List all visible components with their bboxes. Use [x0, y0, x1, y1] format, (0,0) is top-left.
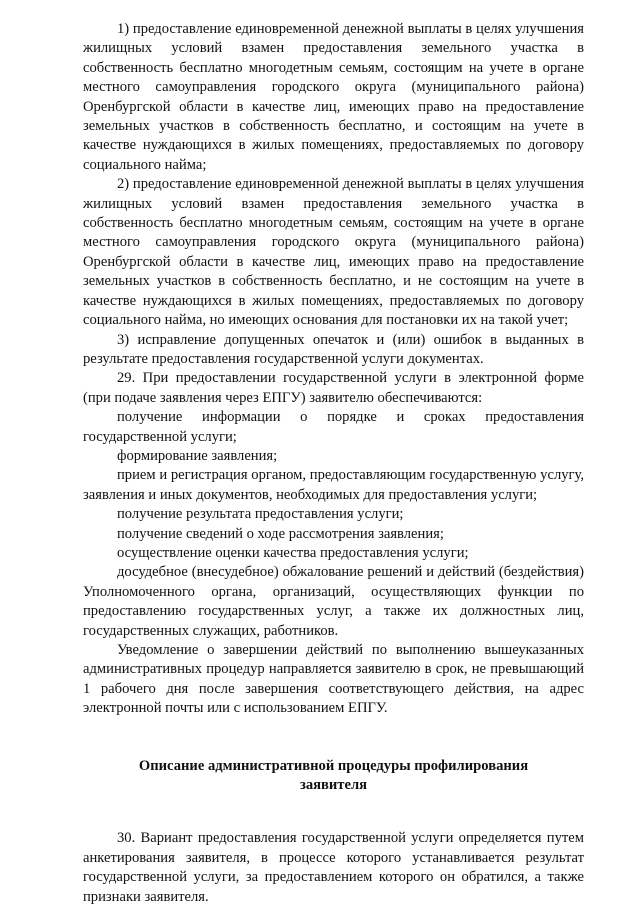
list-item-quality: осуществление оценки качества предоставления услуги; [117, 544, 469, 561]
paragraph-item-2: 2) предоставление единовременной денежной выплаты в целях улучшения жилищных условий взамен предоставления земельного участка в собственность бесплатно многодетным семьям, состоящим на учете в органе местного самоуправления городского округа (муниципального района) Оренбургской области в качестве лиц, имеющих право на предоставление земельных участков в собственность бесплатно, и не состоящим на учете в качестве нуждающихся в жилых помещениях, предоставляемых по договору социального найма, но имеющих основания для постановки их на такой учет; [83, 176, 584, 329]
section-heading-line-1: Описание административной процедуры профилирования [138, 757, 529, 774]
paragraph-item-3: 3) исправление допущенных опечаток и (или) ошибок в выданных в результате предоставления государственной услуги документах. [83, 331, 584, 367]
list-item-form: формирование заявления; [117, 447, 278, 464]
paragraph-item-1: 1) предоставление единовременной денежной выплаты в целях улучшения жилищных условий взамен предоставления земельного участка в собственность бесплатно многодетным семьям, состоящим на учете в органе местного самоуправления городского округа (муниципального района) Оренбургской области в качестве лиц, имеющих право на предоставление земельных участков в собственность бесплатно, и состоящим на учете в качестве нуждающихся в жилых помещениях, предоставляемых по договору социального найма; [83, 21, 584, 173]
list-item-appeal: досудебное (внесудебное) обжалование решений и действий (бездействия) Уполномоченного органа, организаций, осуществляющих функции по предоставлению государственных услуг, а также их должностных лиц, государственных служащих, работников. [83, 564, 584, 639]
section-heading-line-2: заявителя [299, 777, 368, 794]
list-item-status: получение сведений о ходе рассмотрения заявления; [117, 525, 444, 542]
section-heading [83, 757, 584, 796]
list-item-reception: прием и регистрация органом, предоставляющим государственную услугу, заявления и иных документов, необходимых для предоставления услуги; [83, 467, 584, 503]
list-item-result: получение результата предоставления услуги; [117, 506, 404, 523]
list-item-info: получение информации о порядке и сроках предоставления государственной услуги; [83, 409, 584, 445]
paragraph-30: 30. Вариант предоставления государственной услуги определяется путем анкетирования заявителя, в процессе которого устанавливается результат государственной услуги, за предоставлением которого он обратился, а также признаки заявителя. [83, 830, 584, 905]
notification-paragraph: Уведомление о завершении действий по выполнению вышеуказанных административных процедур направляется заявителю в срок, не превышающий 1 рабочего дня после завершения соответствующего действия, на адрес электронной почты или с использованием ЕПГУ. [83, 642, 584, 717]
paragraph-29: 29. При предоставлении государственной услуги в электронной форме (при подаче заявления через ЕПГУ) заявителю обеспечиваются: [83, 370, 584, 406]
